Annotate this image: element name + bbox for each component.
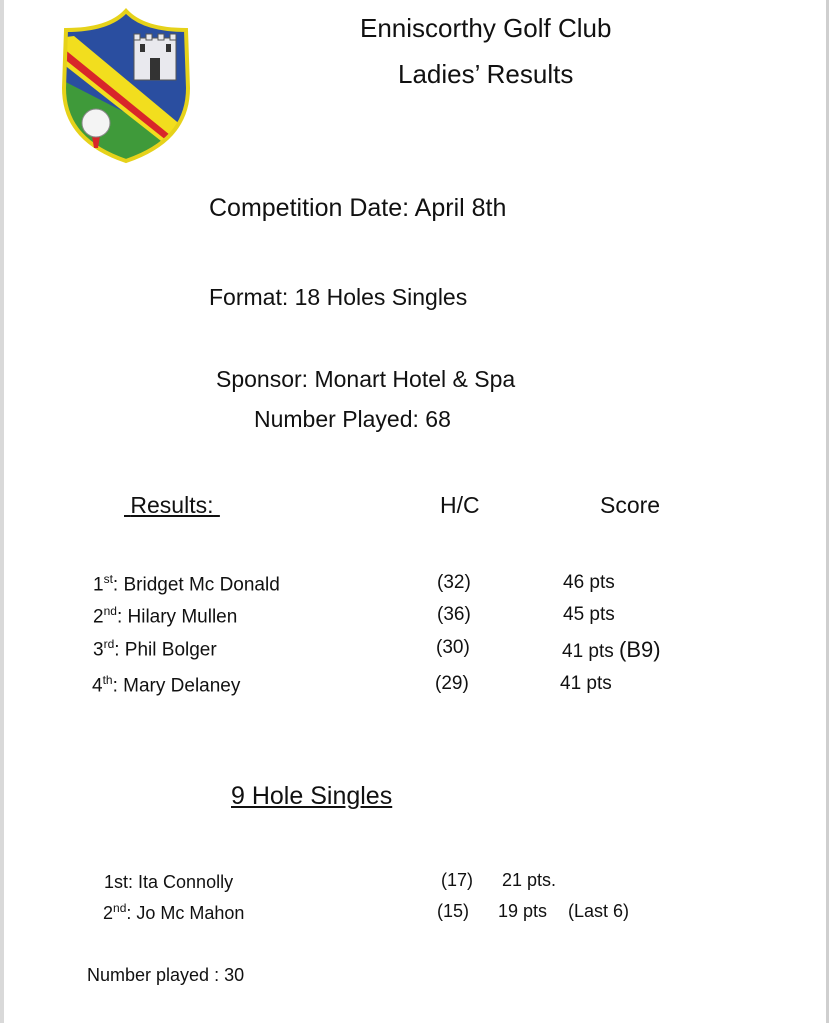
- result-row-name: 1st: Bridget Mc Donald: [93, 572, 280, 596]
- result-row-score: 45 pts: [563, 604, 615, 625]
- nine-row-note: (Last 6): [568, 901, 630, 921]
- number-played: Number Played: 68: [254, 406, 451, 432]
- nine-row-name: 1st: Ita Connolly: [104, 872, 234, 892]
- result-row-name: 4th: Mary Delaney: [92, 673, 241, 697]
- result-row-score: 46 pts: [563, 572, 615, 593]
- page-edge-left: [0, 0, 4, 1023]
- competition-format: Format: 18 Holes Singles: [209, 284, 468, 310]
- competition-date: Competition Date: April 8th: [209, 194, 507, 222]
- club-name: Enniscorthy Golf Club: [360, 13, 612, 43]
- competition-sponsor: Sponsor: Monart Hotel & Spa: [216, 366, 516, 392]
- result-row-hc: (29): [435, 673, 469, 694]
- results-subtitle: Ladies’ Results: [398, 59, 574, 89]
- score-heading: Score: [600, 492, 661, 518]
- nine-row-name: 2nd: Jo Mc Mahon: [103, 901, 245, 923]
- nine-row-score: 21 pts.: [502, 870, 557, 890]
- result-row-score: 41 pts: [560, 673, 612, 694]
- result-row-name: 2nd: Hilary Mullen: [93, 604, 238, 628]
- result-row-score: 41 pts (B9): [562, 637, 661, 662]
- club-crest-icon: [58, 8, 194, 164]
- result-row-note: (B9): [619, 637, 661, 662]
- result-row-hc: (36): [437, 604, 471, 625]
- result-row-name: 3rd: Phil Bolger: [93, 637, 217, 661]
- result-row-hc: (32): [437, 572, 471, 593]
- nine-row-hc: (15): [437, 901, 470, 921]
- nine-number-played: Number played : 30: [87, 965, 245, 985]
- result-row-hc: (30): [436, 637, 470, 658]
- results-heading: Results:: [130, 492, 214, 518]
- nine-row-score: 19 pts: [498, 901, 548, 921]
- hc-heading: H/C: [440, 492, 480, 518]
- nine-hole-heading: 9 Hole Singles: [231, 782, 393, 810]
- nine-row-hc: (17): [441, 870, 474, 890]
